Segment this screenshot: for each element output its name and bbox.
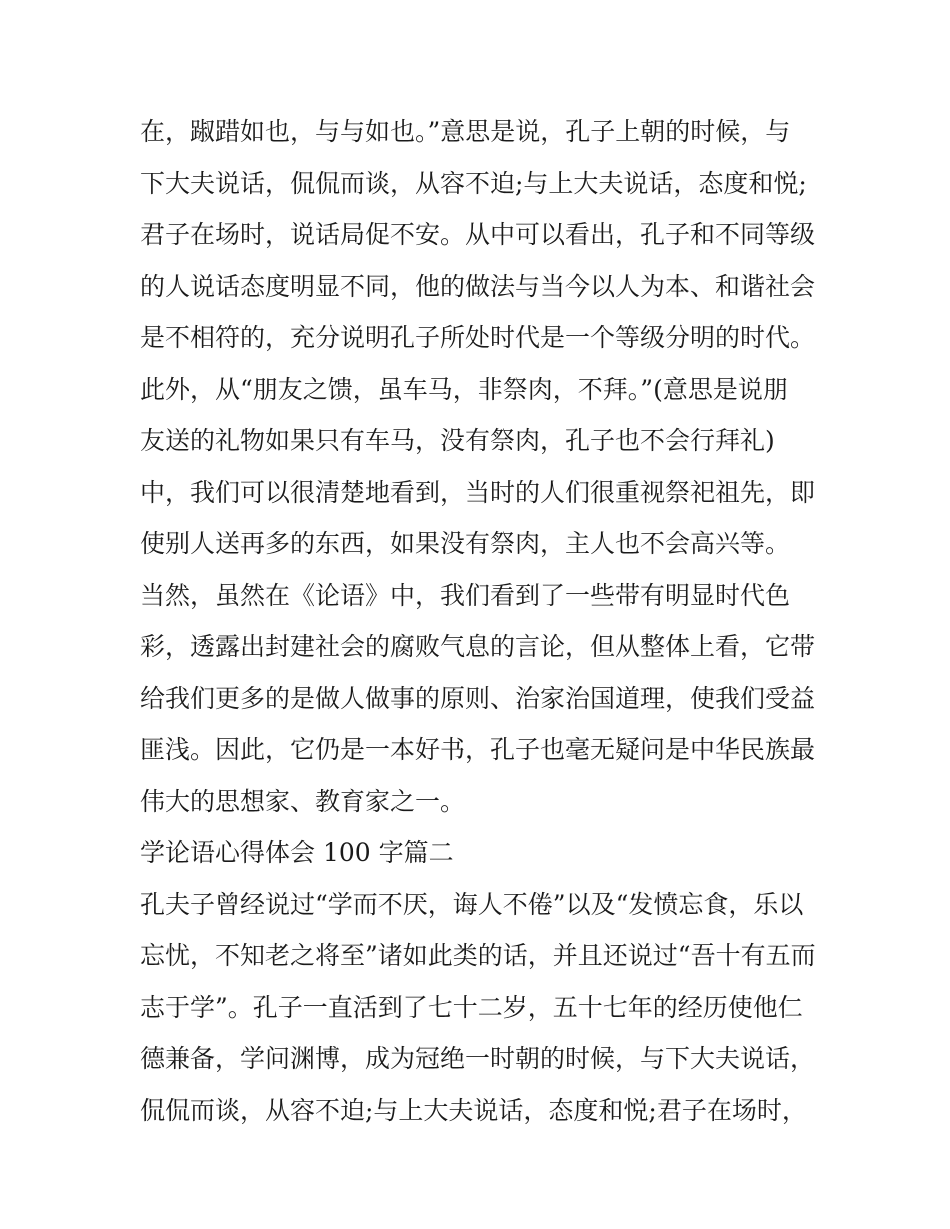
text-line: 孔夫子曾经说过“学而不厌，诲人不倦”以及“发愤忘食，乐以 bbox=[140, 889, 804, 919]
text-line: 当然，虽然在《论语》中，我们看到了一些带有明显时代色 bbox=[140, 580, 791, 610]
text-line: 忘忧，不知老之将至”诸如此类的话，并且还说过“吾十有五而 bbox=[140, 941, 816, 970]
document-text bbox=[140, 106, 820, 1136]
text-line: 在，踧踖如也，与与如也。”意思是说，孔子上朝的时候，与 bbox=[140, 117, 791, 146]
text-line: 此外，从“朋友之馈，虽车马，非祭肉，不拜。”(意思是说朋 bbox=[140, 374, 788, 404]
text-line: 中，我们可以很清楚地看到，当时的人们很重视祭祀祖先，即 bbox=[140, 477, 816, 507]
text-line: 使别人送再多的东西，如果没有祭肉，主人也不会高兴等。 bbox=[140, 529, 791, 558]
text-line: 德兼备，学问渊博，成为冠绝一时朝的时候，与下大夫说话， bbox=[140, 1044, 816, 1073]
text-line: 伟大的思想家、教育家之一。 bbox=[140, 786, 466, 816]
text-line: 友送的礼物如果只有车马，没有祭肉，孔子也不会行拜礼) bbox=[140, 426, 775, 455]
text-line: 侃侃而谈，从容不迫;与上大夫说话，态度和悦;君子在场时， bbox=[140, 1095, 807, 1125]
text-line: 给我们更多的是做人做事的原则、治家治国道理，使我们受益 bbox=[140, 683, 816, 713]
text-line: 彩，透露出封建社会的腐败气息的言论，但从整体上看，它带 bbox=[140, 632, 816, 661]
text-line: 的人说话态度明显不同，他的做法与当今以人为本、和谐社会 bbox=[140, 271, 816, 301]
text-line: 匪浅。因此，它仍是一本好书，孔子也毫无疑问是中华民族最 bbox=[140, 735, 816, 764]
text-line: 君子在场时，说话局促不安。从中可以看出，孔子和不同等级 bbox=[140, 220, 816, 249]
text-line: 是不相符的，充分说明孔子所处时代是一个等级分明的时代。 bbox=[140, 323, 816, 352]
text-line: 志于学”。孔子一直活到了七十二岁，五十七年的经历使他仁 bbox=[140, 992, 803, 1022]
text-line: 下大夫说话，侃侃而谈，从容不迫;与上大夫说话，态度和悦; bbox=[140, 168, 807, 198]
section-heading: 学论语心得体会 100 字篇二 bbox=[140, 838, 454, 867]
